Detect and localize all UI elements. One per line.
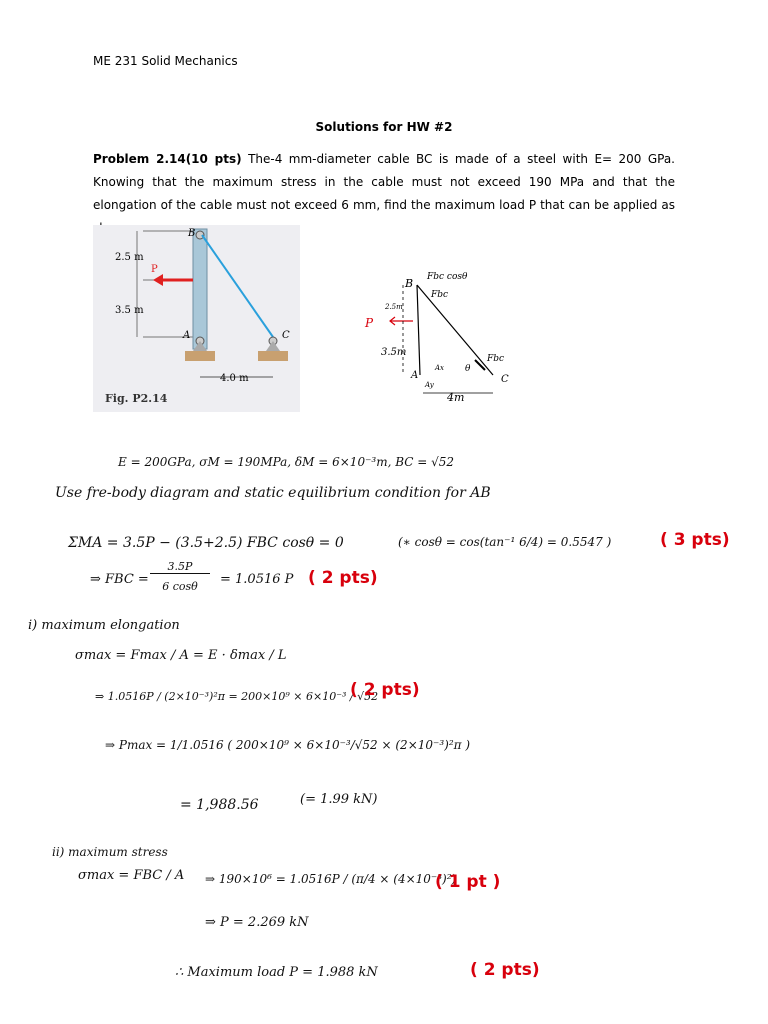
cos-note: (∗ cosθ = cos(tan⁻¹ 6/4) = 0.5547 )	[398, 535, 612, 549]
givens-line: E = 200GPa, σM = 190MPa, δM = 6×10⁻³m, BC = √52	[118, 455, 455, 469]
base-c	[258, 351, 288, 361]
p-value: ⇒ P = 2.269 kN	[205, 915, 309, 930]
label-dim-bottom: 3.5 m	[115, 305, 144, 316]
elongation-eq: ⇒ 1.0516P / (2×10⁻³)²π = 200×10⁹ × 6×10⁻³ / √52	[95, 690, 379, 703]
fbd-label-dim-top: 2.5m	[385, 303, 403, 311]
fbd-cable	[417, 285, 493, 375]
pmax-value: = 1,988.56	[180, 797, 259, 813]
base-a	[185, 351, 215, 361]
fbd-label-p: P	[365, 316, 374, 330]
fbd-label-dim-bottom: 3.5m	[381, 347, 407, 358]
fbd-label-b: B	[405, 277, 414, 290]
pmax-equation: ⇒ Pmax = 1/1.0516 ( 200×10⁹ × 6×10⁻³/√52 × (2×10⁻³)²π )	[105, 738, 471, 752]
problem-label: Problem 2.14(10 pts)	[93, 152, 242, 166]
fbc-eq-denominator: 6 cosθ	[162, 580, 198, 593]
fbc-eq-numerator: 3.5P	[150, 560, 210, 574]
fbc-eq-right: = 1.0516 P	[220, 572, 294, 587]
problem-text: The-4 mm-diameter cable BC is made of a steel with E= 200 GPa. Knowing that the maximum stress in the cable must not exceed 190 MPa and that the elongation of the cable must not exceed 6 mm, find the maximum load P that can be applied as	[93, 152, 675, 212]
figure-caption: Fig. P2.14	[105, 392, 168, 405]
sigma-stress-eq: σmax = FBC / A	[78, 868, 185, 883]
points-2b: ( 2 pts)	[350, 680, 420, 700]
label-p: P	[151, 264, 158, 275]
textbook-figure	[93, 225, 300, 412]
label-c: C	[282, 330, 290, 341]
fbd-fbc-arrow	[475, 360, 485, 370]
fbd-label-dim-horiz: 4m	[447, 391, 465, 404]
fbd-label-a: A	[411, 370, 419, 381]
points-2a: ( 2 pts)	[308, 568, 378, 588]
support-c	[266, 341, 280, 351]
load-arrowhead	[153, 274, 163, 286]
points-2c: ( 2 pts)	[470, 960, 540, 980]
fbc-eq-left: ⇒ FBC =	[90, 572, 149, 587]
case-2-heading: ii) maximum stress	[52, 845, 168, 859]
stress-equation: ⇒ 190×10⁶ = 1.0516P / (π/4 × (4×10⁻³)²)	[205, 872, 457, 886]
fbd-label-ay: Ay	[425, 381, 434, 389]
final-answer: ∴ Maximum load P = 1.988 kN	[175, 965, 378, 980]
points-1: ( 1 pt )	[435, 872, 501, 892]
sigma-max-eq: σmax = Fmax / A = E · δmax / L	[75, 648, 287, 663]
label-dim-top: 2.5 m	[115, 252, 144, 263]
cable-bc	[202, 235, 273, 337]
page-title: Solutions for HW #2	[315, 120, 453, 134]
figure-drawing	[93, 225, 300, 412]
free-body-diagram	[355, 265, 515, 419]
fbd-member	[417, 285, 420, 375]
fbd-label-theta: θ	[465, 364, 471, 374]
fbd-label-fbc2: Fbc	[487, 354, 505, 364]
fbd-label-ax: Ax	[435, 364, 445, 372]
pmax-kn: (= 1.99 kN)	[300, 792, 378, 807]
points-3: ( 3 pts)	[660, 530, 730, 550]
moment-equation: ΣMA = 3.5P − (3.5+2.5) FBC cosθ = 0	[68, 535, 344, 551]
fbd-label-fbc: Fbc	[431, 290, 449, 300]
label-b: B	[188, 228, 196, 239]
fbd-label-fbc-cos: Fbc cosθ	[427, 272, 468, 282]
case-1-heading: i) maximum elongation	[28, 618, 180, 633]
label-dim-horiz: 4.0 m	[220, 373, 249, 384]
label-a: A	[183, 330, 191, 341]
member-ab	[193, 229, 207, 349]
course-title: ME 231 Solid Mechanics	[93, 54, 238, 68]
fbd-label-c: C	[501, 374, 509, 385]
fbd-note: Use fre-body diagram and static equilibrium condition for AB	[55, 485, 491, 501]
fbd-drawing	[355, 265, 515, 415]
